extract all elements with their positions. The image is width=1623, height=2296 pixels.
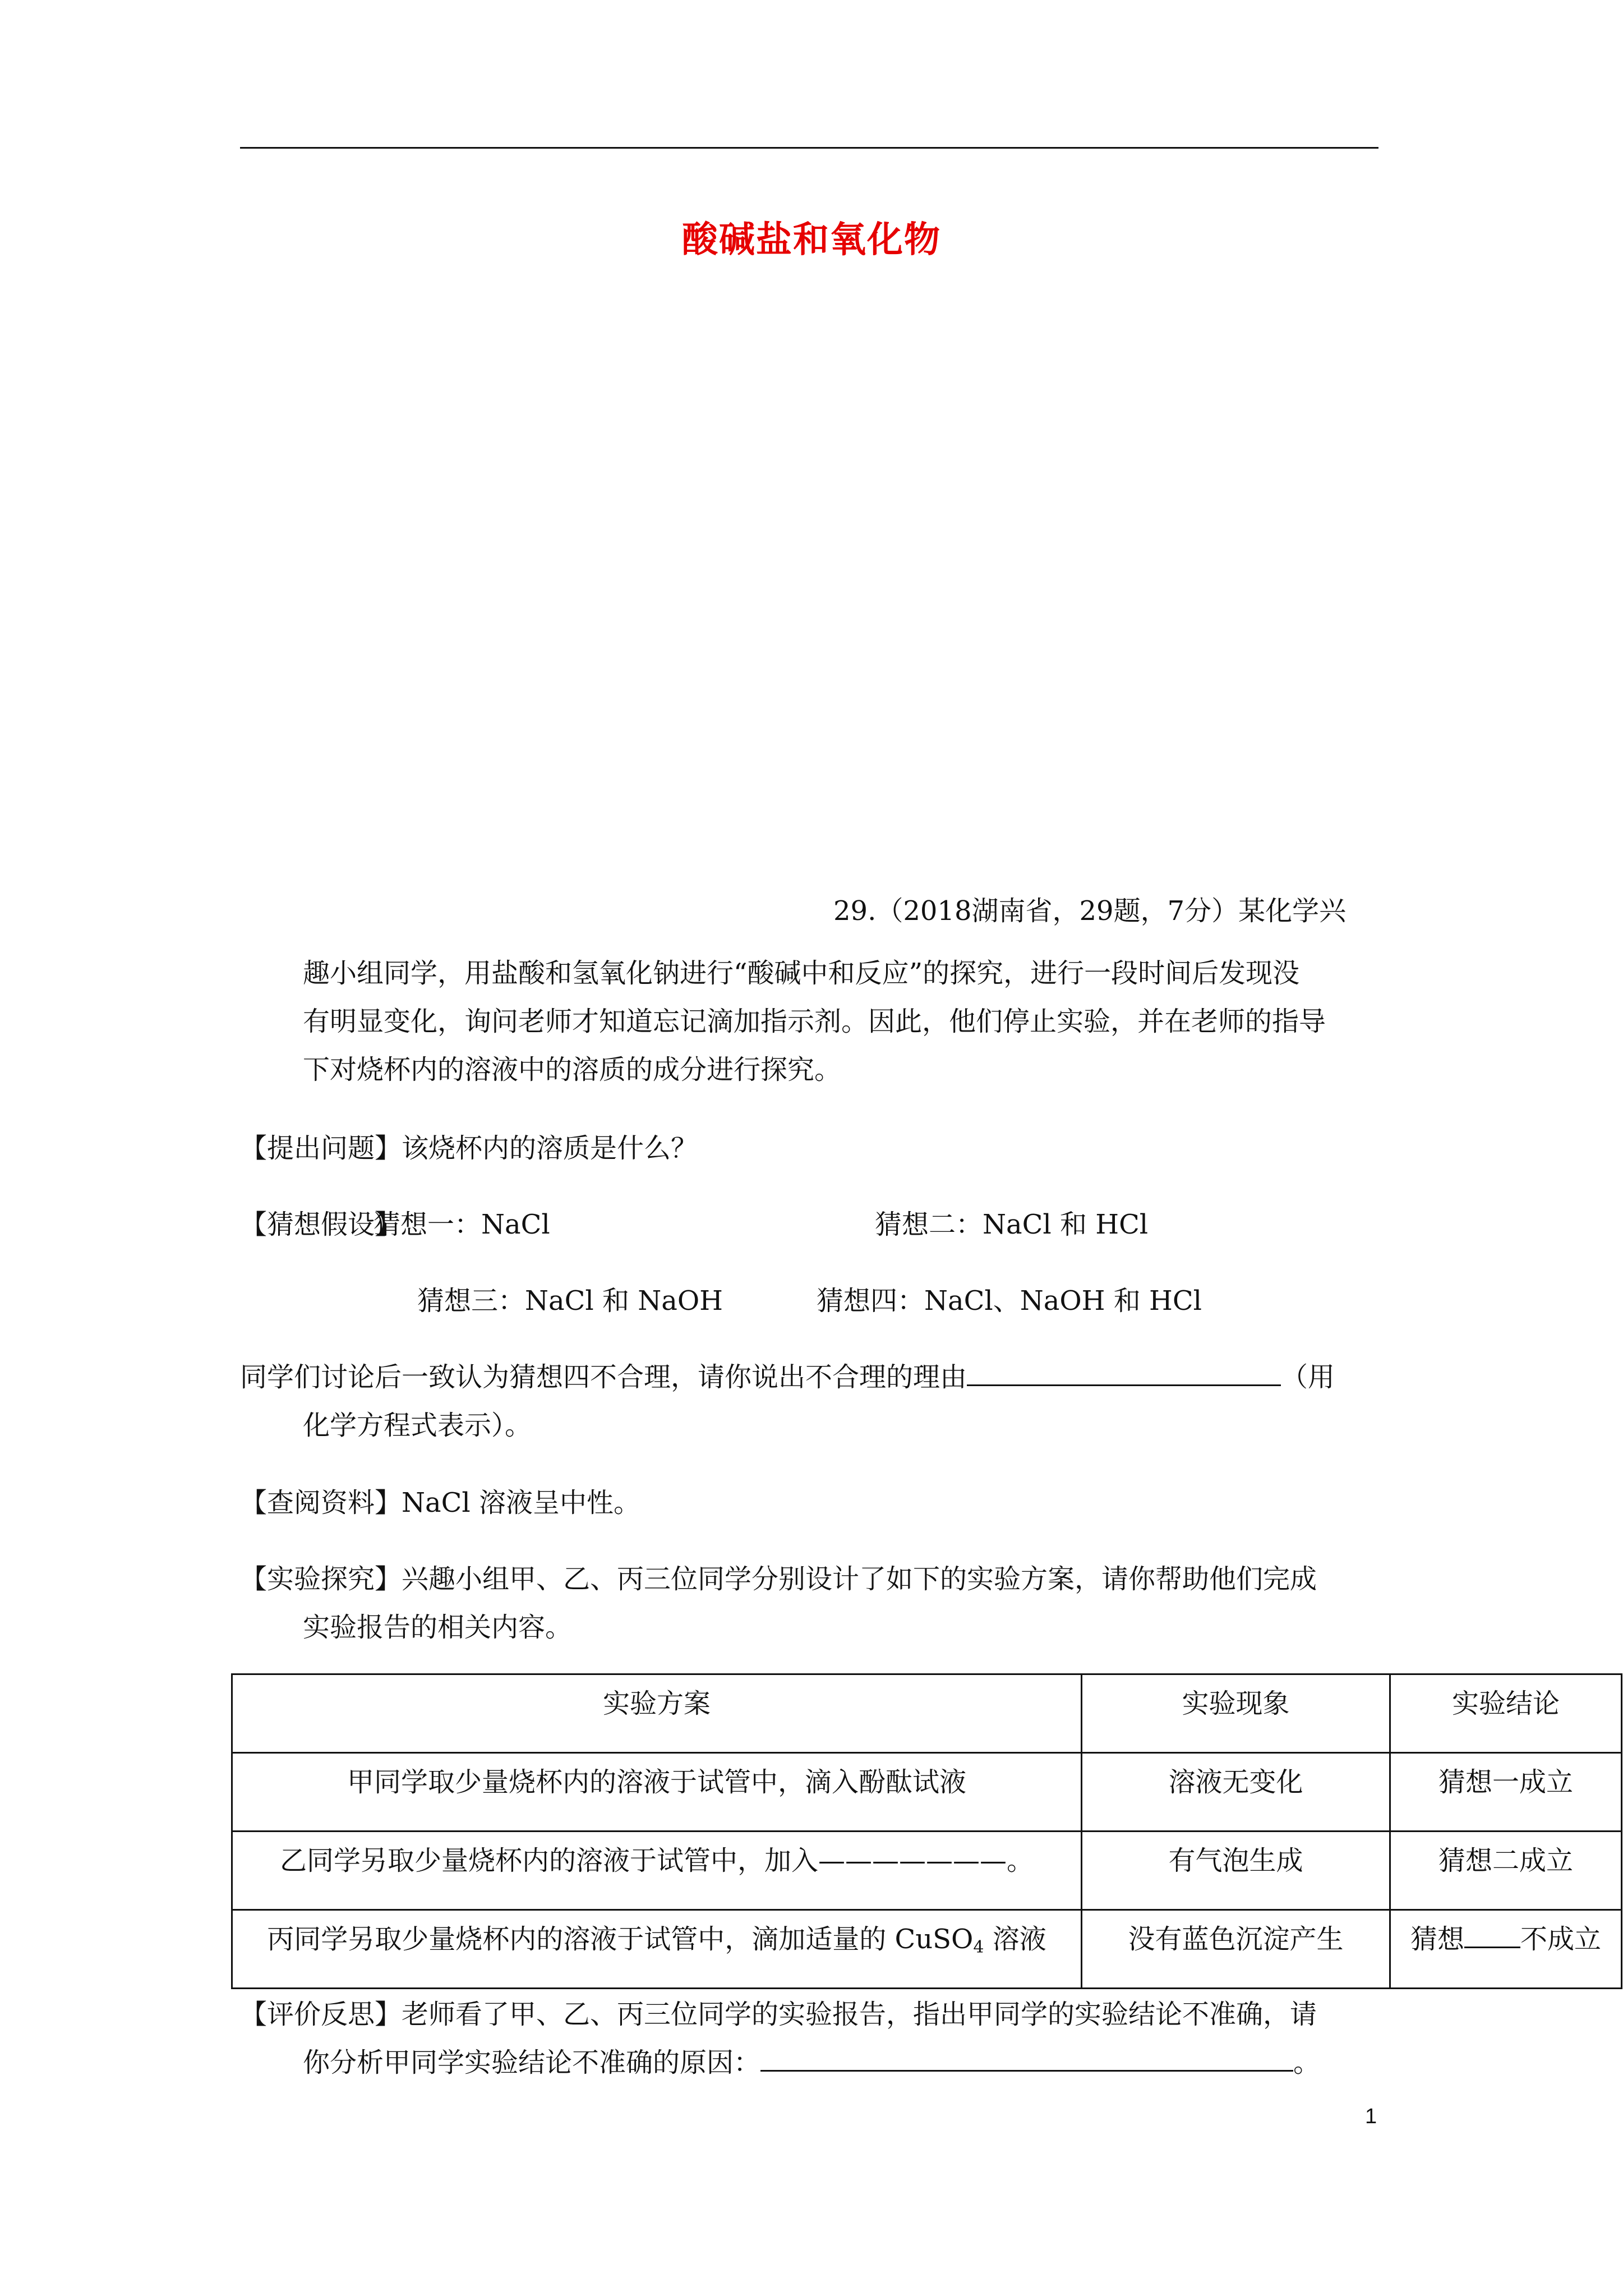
phenomenon-cell: 溶液无变化 (1082, 1753, 1390, 1832)
plan-text-after: 溶液 (984, 1924, 1046, 1955)
conclusion-cell (1390, 1910, 1622, 1989)
reflect-line-2 (303, 2039, 1320, 2087)
phenomenon-cell: 没有蓝色沉淀产生 (1082, 1910, 1390, 1989)
discuss-line-1 (240, 1353, 1335, 1401)
plan-text: 丙同学另取少量烧杯内的溶液于试管中，滴加适量的 CuSO (267, 1924, 974, 1955)
table-row (232, 1753, 1622, 1832)
conclusion-cell: 猜想二成立 (1390, 1832, 1622, 1910)
intro-line-2: 有明显变化，询问老师才知道忘记滴加指示剂。因此，他们停止实验，并在老师的指导 (303, 1006, 1326, 1037)
reason-answer-blank[interactable] (760, 2045, 1293, 2072)
page-title: 酸碱盐和氧化物 (682, 219, 941, 261)
hypothesis-4: 猜想四：NaCl、NaOH 和 HCl (817, 1285, 1202, 1317)
header-rule (240, 147, 1378, 149)
lookup-info: 【查阅资料】NaCl 溶液呈中性。 (240, 1487, 640, 1519)
discuss-text-after: （用 (1281, 1361, 1335, 1393)
plan-cell (232, 1910, 1082, 1989)
header-plan: 实验方案 (232, 1674, 1082, 1753)
reason-answer-blank[interactable] (967, 1360, 1281, 1386)
header-phenomenon: 实验现象 (1082, 1674, 1390, 1753)
reflect-text: 你分析甲同学实验结论不准确的原因： (303, 2047, 761, 2078)
conclusion-text-after: 不成立 (1520, 1924, 1602, 1955)
plan-cell: 甲同学取少量烧杯内的溶液于试管中，滴入酚酞试液 (232, 1753, 1082, 1832)
reflect-line-1: 【评价反思】老师看了甲、乙、丙三位同学的实验报告，指出甲同学的实验结论不准确，请 (240, 1999, 1317, 2030)
discuss-text: 同学们讨论后一致认为猜想四不合理，请你说出不合理的理由 (240, 1361, 967, 1393)
table-row (232, 1832, 1622, 1910)
conclusion-cell: 猜想一成立 (1390, 1753, 1622, 1832)
reflect-text-after: 。 (1293, 2047, 1321, 2078)
header-conclusion: 实验结论 (1390, 1674, 1622, 1753)
hypothesis-3: 猜想三：NaCl 和 NaOH (417, 1285, 723, 1317)
conclusion-answer-blank[interactable] (1464, 1922, 1520, 1948)
discuss-line-2: 化学方程式表示）。 (303, 1410, 532, 1441)
subscript: 4 (973, 1938, 984, 1957)
page-number: 1 (1365, 2105, 1377, 2128)
intro-line-1: 趣小组同学，用盐酸和氢氧化钠进行“酸碱中和反应”的探究，进行一段时间后发现没 (303, 958, 1300, 989)
hypothesis-label: 【猜想假设】 (240, 1209, 402, 1240)
question-header (833, 887, 1346, 935)
explore-line-1: 【实验探究】兴趣小组甲、乙、丙三位同学分别设计了如下的实验方案，请你帮助他们完成 (240, 1563, 1317, 1595)
plan-cell: 乙同学另取少量烧杯内的溶液于试管中，加入———————。 (232, 1832, 1082, 1910)
explore-line-2: 实验报告的相关内容。 (303, 1612, 573, 1643)
intro-line-3: 下对烧杯内的溶液中的溶质的成分进行探究。 (303, 1054, 842, 1085)
hypothesis-1: 猜想一：NaCl (374, 1209, 550, 1240)
hypothesis-2: 猜想二：NaCl 和 HCl (875, 1209, 1149, 1240)
table-row (232, 1910, 1622, 1989)
table-header-row (232, 1674, 1622, 1753)
experiment-table (231, 1673, 1622, 1989)
phenomenon-cell: 有气泡生成 (1082, 1832, 1390, 1910)
conclusion-text: 猜想 (1410, 1924, 1464, 1955)
question-header-text: 29.（2018湖南省，29题，7分）某化学兴 (833, 895, 1347, 927)
ask-question: 【提出问题】该烧杯内的溶质是什么？ (240, 1133, 698, 1164)
